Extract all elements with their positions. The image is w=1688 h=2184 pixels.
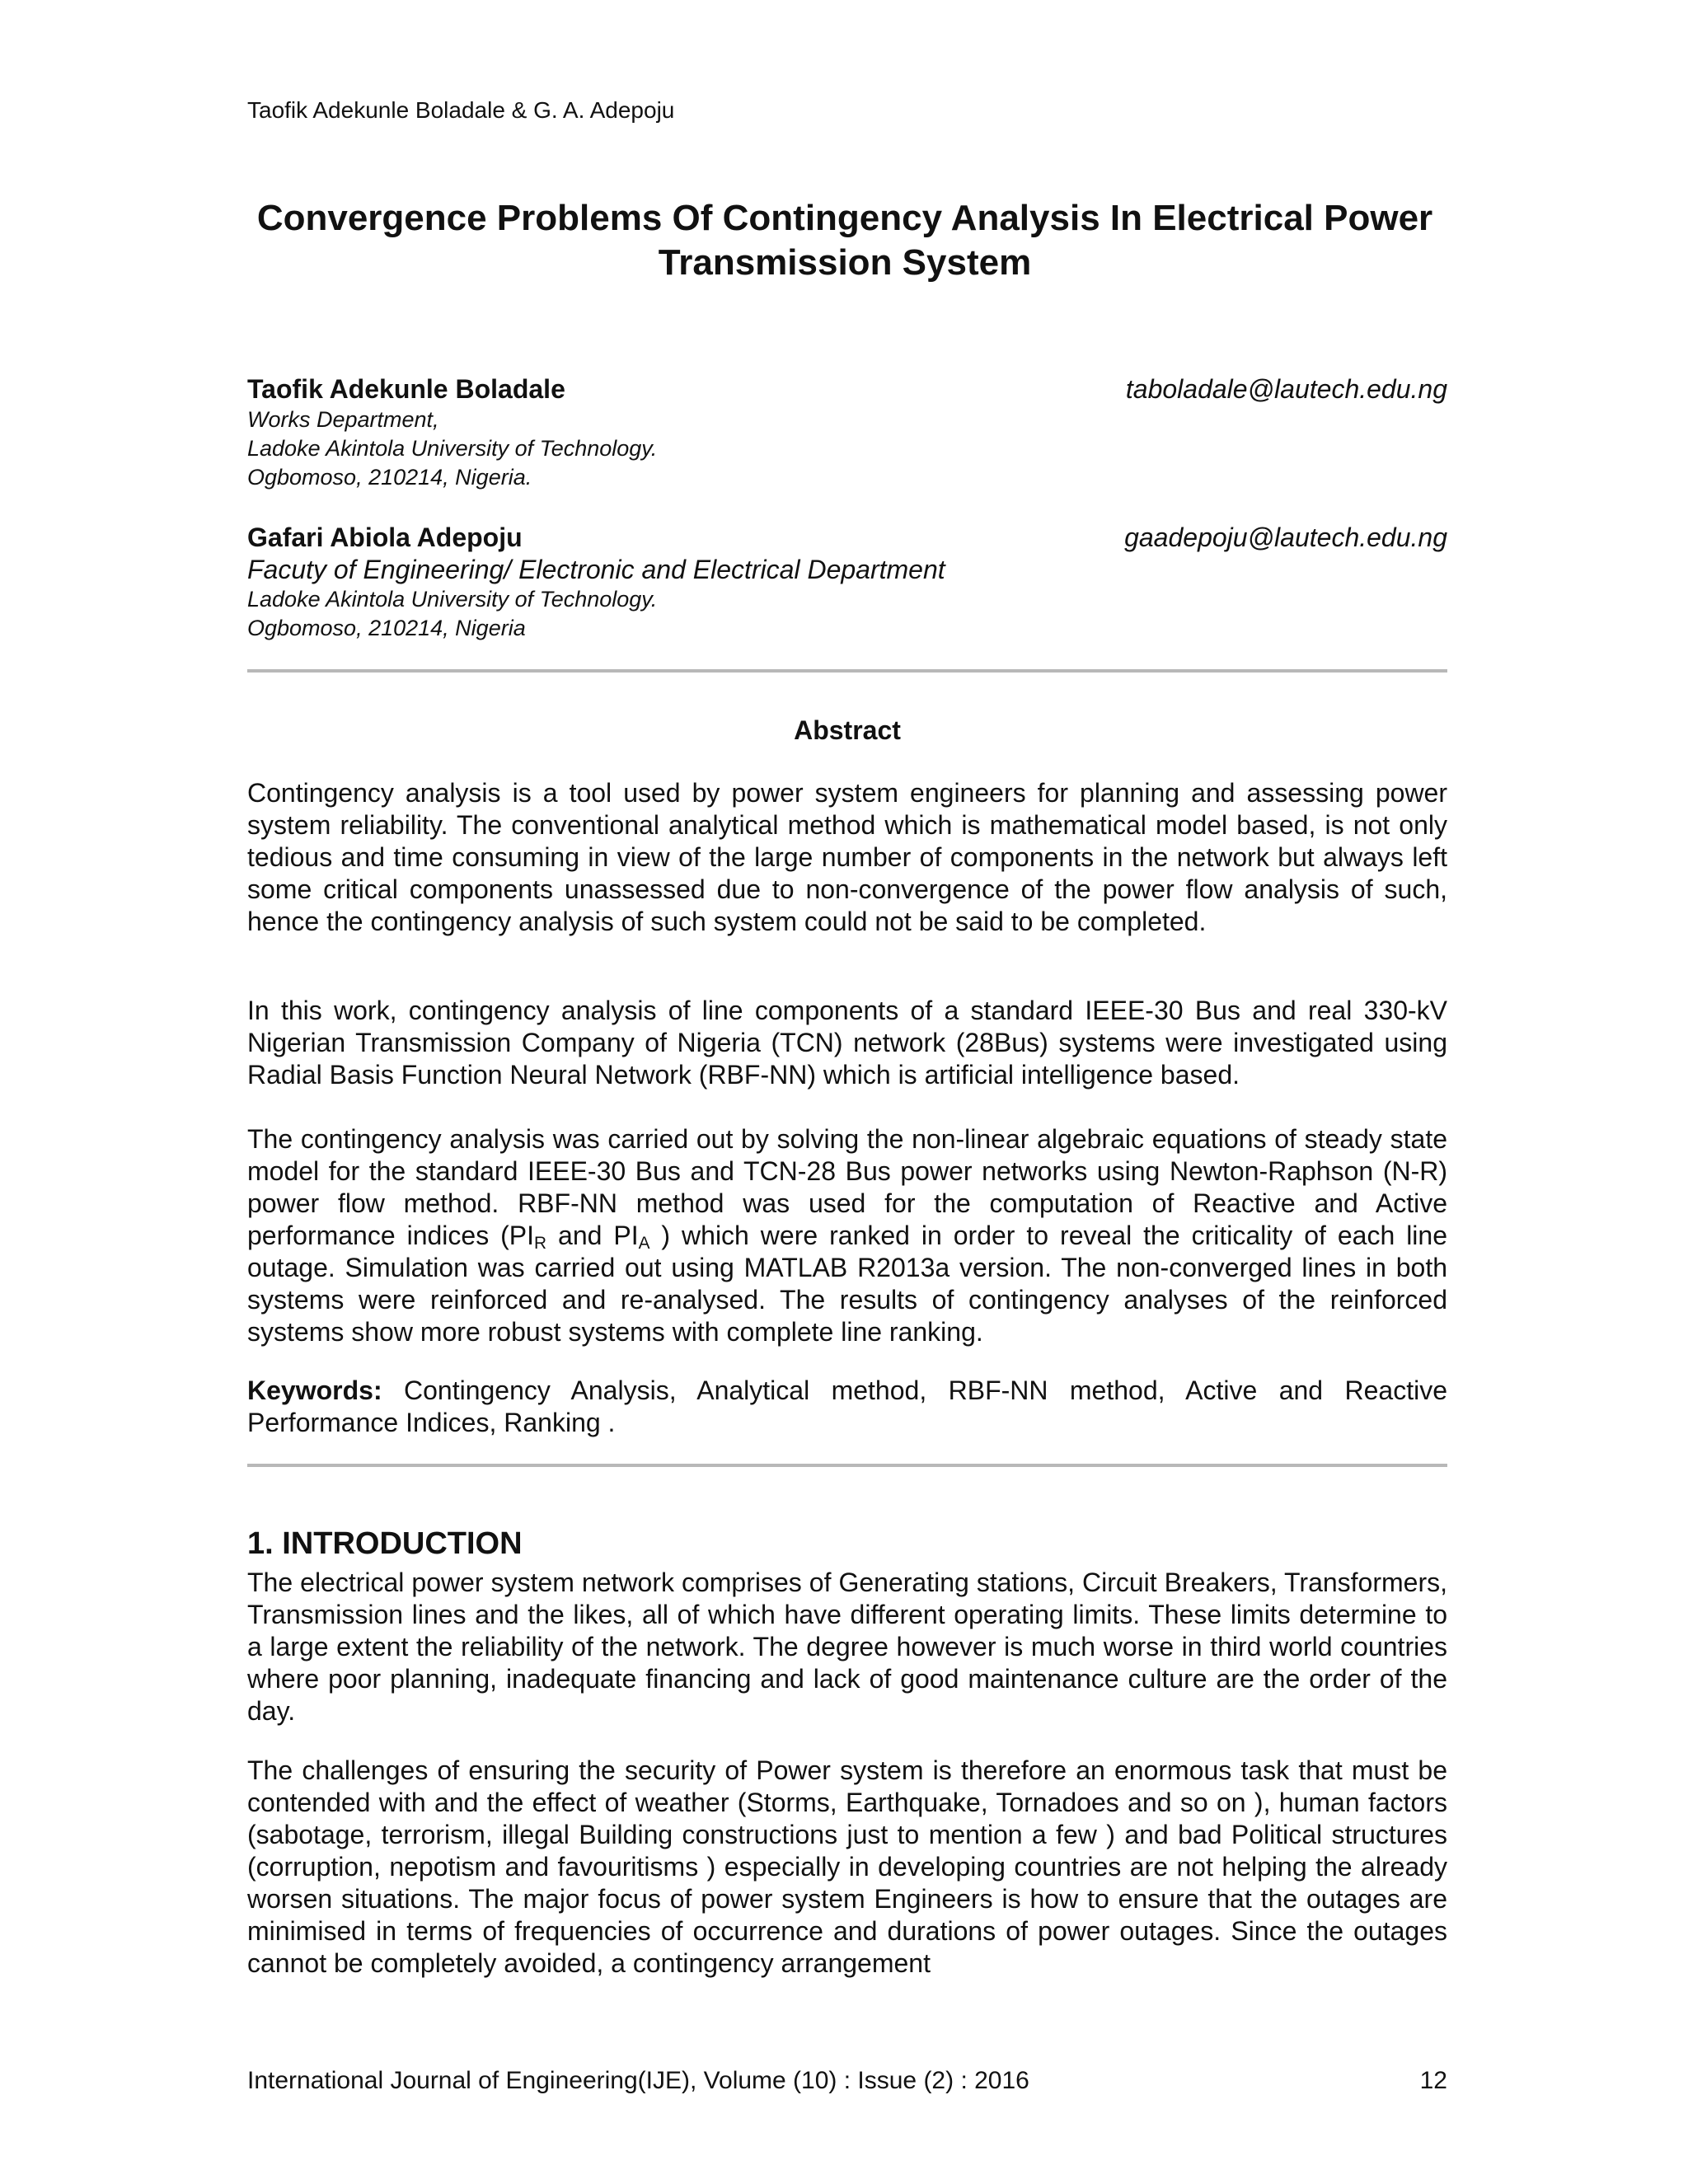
subscript: R <box>534 1234 547 1254</box>
abstract-paragraph-3 <box>247 1123 1447 1348</box>
footer-journal: International Journal of Engineering(IJE), Volume (10) : Issue (2) : 2016 <box>247 2067 1029 2094</box>
author-affiliation: Ladoke Akintola University of Technology. <box>247 436 658 461</box>
author-email[interactable]: taboladale@lautech.edu.ng <box>1125 374 1447 404</box>
running-head: Taofik Adekunle Boladale & G. A. Adepoju <box>247 97 675 123</box>
abstract-text: and PI <box>546 1221 639 1250</box>
paper-title: Convergence Problems Of Contingency Analysis In Electrical Power Transmission System <box>256 198 1433 283</box>
abstract-text: The contingency analysis was carried out by solving the non-linear algebraic equations of steady state model for the standard IEEE-30 Bus and TCN-28 Bus power networks using Newton-Raphson (N-R) power flow method. RBF-NN method was used for the computation of Reactive and Active performance indices (PI <box>247 1124 1447 1250</box>
author-name: Taofik Adekunle Boladale <box>247 374 565 404</box>
author-email[interactable]: gaadepoju@lautech.edu.ng <box>1124 523 1447 552</box>
keywords-label: Keywords: <box>247 1376 382 1405</box>
keywords <box>247 1375 1447 1439</box>
author-affiliation: Ogbomoso, 210214, Nigeria <box>247 616 526 640</box>
author-affiliation: Facuty of Engineering/ Electronic and Electrical Department <box>247 555 945 584</box>
author-block-1 <box>247 373 1447 492</box>
abstract-paragraph-2: In this work, contingency analysis of line components of a standard IEEE-30 Bus and real 330-kV Nigerian Transmission Company of Nigeria (TCN) network (28Bus) systems were investigated using Radial Basis Function Neural Network (RBF-NN) which is artificial intelligence based. <box>247 996 1447 1090</box>
abstract-heading: Abstract <box>794 715 901 745</box>
author-name: Gafari Abiola Adepoju <box>247 523 523 552</box>
author-affiliation: Ogbomoso, 210214, Nigeria. <box>247 465 532 490</box>
section-heading: 1. INTRODUCTION <box>247 1526 523 1561</box>
page-number: 12 <box>1419 2067 1447 2094</box>
abstract-text: ) which were ranked in order to reveal the criticality of each line outage. Simulation was carried out using MATLAB R2013a version. The non-converged lines in both systems were reinforced and re-analysed. The results of contingency analyses of the reinforced systems show more robust systems with complete line ranking. <box>247 1221 1448 1347</box>
abstract-paragraph-1: Contingency analysis is a tool used by power system engineers for planning and assessing power system reliability. The conventional analytical method which is mathematical model based, is not only tedious and time consuming in view of the large number of components in the network but always left some critical components unassessed due to non-convergence of the power flow analysis of such, hence the contingency analysis of such system could not be said to be completed. <box>247 778 1447 936</box>
subscript: A <box>638 1234 650 1254</box>
author-block-2 <box>247 521 1447 643</box>
intro-paragraph-2: The challenges of ensuring the security of Power system is therefore an enormous task that must be contended with and the effect of weather (Storms, Earthquake, Tornadoes and so on ), human factors (sabotage, terrorism, illegal Building constructions just to mention a few ) and bad Political structures (corruption, nepotism and favouritisms ) especially in developing countries are not helping the already worsen situations. The major focus of power system Engineers is how to ensure that the outages are minimised in terms of frequencies of occurrence and durations of power outages. Since the outages cannot be completely avoided, a contingency arrangement <box>247 1755 1447 1978</box>
author-affiliation: Ladoke Akintola University of Technology. <box>247 587 658 612</box>
author-affiliation: Works Department, <box>247 407 439 432</box>
divider-rule <box>247 1464 1447 1467</box>
divider-rule <box>247 669 1447 673</box>
keywords-list: Contingency Analysis, Analytical method, RBF-NN method, Active and Reactive Performance Indices, Ranking . <box>247 1376 1447 1437</box>
intro-paragraph-1: The electrical power system network comprises of Generating stations, Circuit Breakers, Transformers, Transmission lines and the likes, all of which have different operating limits. These limits determine to a large extent the reliability of the network. The degree however is much worse in third world countries where poor planning, inadequate financing and lack of good maintenance culture are the order of the day. <box>247 1568 1447 1726</box>
